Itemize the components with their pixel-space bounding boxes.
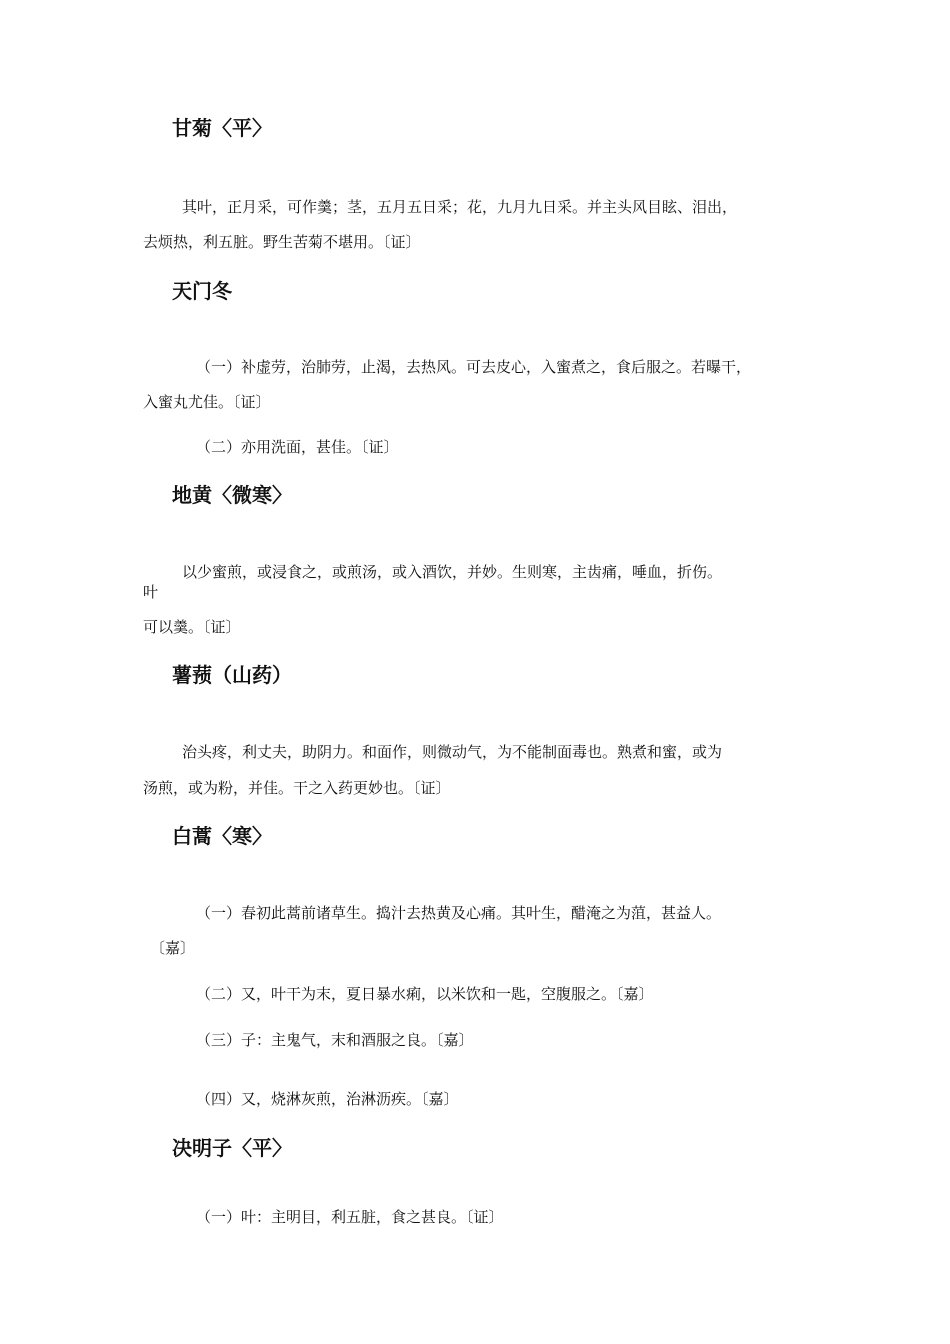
heading-juemingzi: 决明子〈平〉 [172, 1136, 292, 1160]
heading-shuyu: 薯蓣（山药） [172, 663, 292, 687]
text-line: 去烦热，利五脏。野生苦菊不堪用。〔证〕 [143, 233, 421, 251]
text-line: 入蜜丸尤佳。〔证〕 [143, 393, 271, 411]
heading-baihao: 白蒿〈寒〉 [172, 824, 272, 848]
text-line: 叶 [143, 583, 159, 601]
text-line: （三）子：主鬼气，末和酒服之良。〔嘉〕 [196, 1031, 474, 1049]
text-line: 以少蜜煎，或浸食之，或煎汤，或入酒饮，并妙。生则寒，主齿痛，唾血，折伤。 [182, 563, 723, 581]
text-line: （一）春初此蒿前诸草生。捣汁去热黄及心痛。其叶生，醋淹之为菹，甚益人。 [196, 904, 722, 922]
heading-dihuang: 地黄〈微寒〉 [172, 483, 292, 507]
heading-tianmendong: 天门冬 [172, 279, 232, 303]
text-line: （二）亦用洗面，甚佳。〔证〕 [196, 438, 399, 456]
text-line: 可以羹。〔证〕 [143, 618, 241, 636]
heading-ganju: 甘菊〈平〉 [172, 116, 272, 140]
text-line: （一）补虚劳，治肺劳，止渴，去热风。可去皮心，入蜜煮之，食后服之。若曝干， [196, 358, 752, 376]
text-line: （四）又，烧淋灰煎，治淋沥疾。〔嘉〕 [196, 1090, 459, 1108]
text-line: 汤煎，或为粉，并佳。干之入药更妙也。〔证〕 [143, 779, 451, 797]
text-line: （二）又，叶干为末，夏日暴水痢，以米饮和一匙，空腹服之。〔嘉〕 [196, 985, 654, 1003]
text-line: （一）叶：主明目，利五脏，食之甚良。〔证〕 [196, 1208, 504, 1226]
text-line: 其叶，正月采，可作羹；茎，五月五日采；花，九月九日采。并主头风目眩、泪出， [182, 198, 738, 216]
text-line: 治头疼，利丈夫，助阴力。和面作，则微动气，为不能制面毒也。熟煮和蜜，或为 [182, 743, 723, 761]
text-line: 〔嘉〕 [150, 939, 196, 957]
